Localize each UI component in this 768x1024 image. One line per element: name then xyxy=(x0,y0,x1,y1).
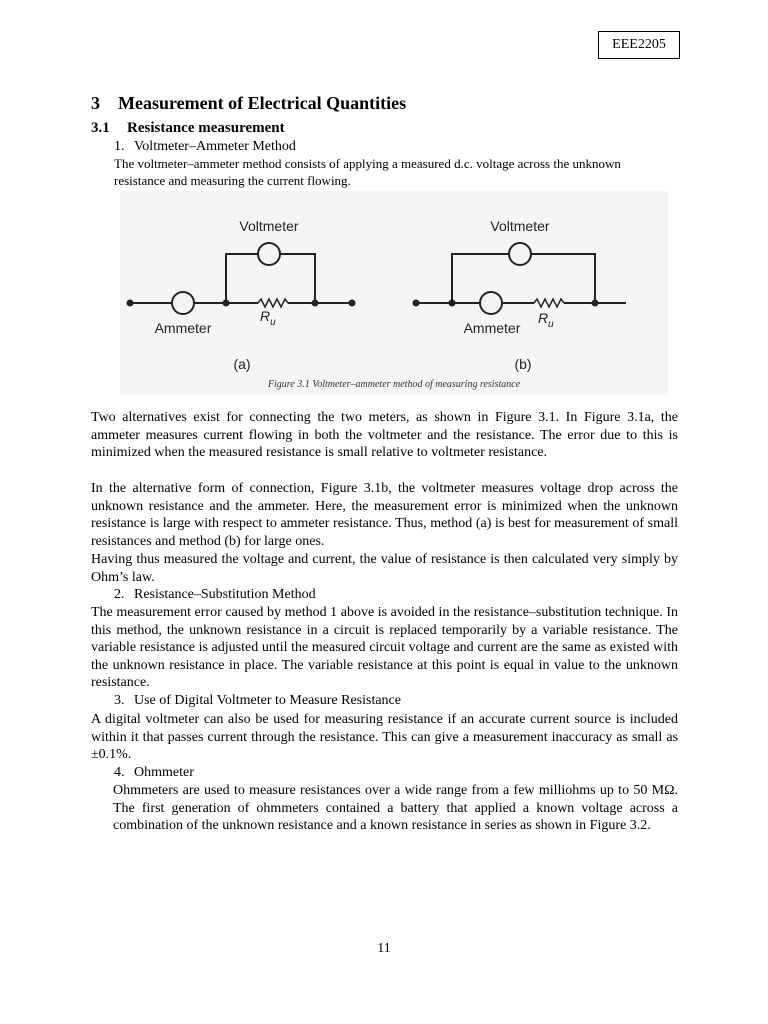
circuit-a-node-right xyxy=(313,301,318,306)
circuit-a-resistor-label xyxy=(260,308,276,328)
circuit-b-voltmeter-symbol xyxy=(509,243,531,265)
circuit-a-voltmeter-label: Voltmeter xyxy=(239,218,299,234)
page-number: 11 xyxy=(377,941,391,956)
circuit-b-resistor-symbol: R xyxy=(538,310,549,326)
chapter-number: 3 xyxy=(91,93,100,113)
section-number: 3.1 xyxy=(91,120,110,136)
paragraph-alternative-connection: In the alternative form of connection, Figure 3.1b, the voltmeter measures voltage drop across the unknown resistance and the ammeter. Here, the measurement error is minimized when the unknown resistance is large with respect to ammeter resistance. Thus, method (a) is best for measurement of small resistances and method (b) for large ones. xyxy=(91,481,678,549)
circuit-b-terminal-left xyxy=(414,301,419,306)
circuit-b-resistor-label xyxy=(538,310,554,330)
method-3-number: 3. xyxy=(114,693,125,708)
method-4-title: Ohmmeter xyxy=(134,765,194,780)
paragraph-digital-voltmeter: A digital voltmeter can also be used for measuring resistance if an accurate current source is included within it that passes current through the resistance. This can give a measurement inaccuracy as small as ±0.1%. xyxy=(91,712,678,763)
circuit-a-resistor xyxy=(258,299,288,307)
chapter-heading xyxy=(91,93,406,114)
method-4-heading xyxy=(114,765,194,781)
method-2-title: Resistance–Substitution Method xyxy=(134,587,316,602)
circuit-b-voltmeter-label: Voltmeter xyxy=(490,218,550,234)
paragraph-two-alternatives: Two alternatives exist for connecting the two meters, as shown in Figure 3.1. In Figure 3.1a, the ammeter measures current flowing in both the voltmeter and the resistance. The error due to this is minimized when the measured resistance is small relative to voltmeter resistance. xyxy=(91,410,678,461)
circuit-b-resistor-subscript: u xyxy=(548,319,554,330)
method-2-heading xyxy=(114,587,316,603)
figure-voltmeter-ammeter xyxy=(120,191,668,395)
intro-paragraph: The voltmeter–ammeter method consists of applying a measured d.c. voltage across the unknown resistance and measuring the current flowing. xyxy=(114,156,621,188)
section-title: Resistance measurement xyxy=(127,120,285,136)
circuit-b-resistor xyxy=(534,299,564,307)
circuit-a-node-left xyxy=(224,301,229,306)
chapter-title: Measurement of Electrical Quantities xyxy=(118,93,407,113)
circuit-a-terminal-left xyxy=(128,301,133,306)
circuit-a-ammeter-symbol xyxy=(172,292,194,314)
circuit-b-ammeter-symbol xyxy=(480,292,502,314)
method-3-title: Use of Digital Voltmeter to Measure Resistance xyxy=(134,693,401,708)
circuit-a-resistor-subscript: u xyxy=(270,317,276,328)
section-heading xyxy=(91,120,285,137)
method-3-heading xyxy=(114,693,401,709)
circuit-b-node-left xyxy=(450,301,455,306)
circuit-diagram xyxy=(120,191,668,395)
circuit-a-voltmeter-lead-right xyxy=(280,254,315,303)
paragraph-ohms-law: Having thus measured the voltage and current, the value of resistance is then calculated very simply by Ohm’s law. xyxy=(91,552,678,585)
circuit-a-terminal-right xyxy=(350,301,355,306)
circuit-a-resistor-symbol: R xyxy=(260,308,271,324)
circuit-b-node-right xyxy=(593,301,598,306)
paragraph-ohmmeter: Ohmmeters are used to measure resistances over a wide range from a few milliohms up to 50 MΩ. The first generation of ohmmeters contained a battery that applied a known voltage across a combination of the unknown resistance and a known resistance in series as shown in Figure 3.2. xyxy=(113,783,678,834)
circuit-b-voltmeter-lead-right xyxy=(531,254,595,303)
circuit-a-voltmeter-lead-left xyxy=(226,254,258,303)
circuit-a-voltmeter-symbol xyxy=(258,243,280,265)
paragraph-substitution: The measurement error caused by method 1 above is avoided in the resistance–substitution technique. In this method, the unknown resistance in a circuit is replaced temporarily by a variable resistance. The variable resistance is adjusted until the measured circuit voltage and current are the same as existed with the unknown resistance in place. The variable resistance at this point is equal in value to the unknown resistance. xyxy=(91,605,678,691)
course-code-box: EEE2205 xyxy=(598,31,680,59)
circuit-a-ammeter-label: Ammeter xyxy=(154,320,212,336)
method-1-heading xyxy=(114,139,296,155)
panel-a-label: (a) xyxy=(233,356,251,372)
method-1-title: Voltmeter–Ammeter Method xyxy=(134,139,296,154)
method-1-number: 1. xyxy=(114,139,125,154)
method-2-number: 2. xyxy=(114,587,125,602)
circuit-b-ammeter-label: Ammeter xyxy=(463,320,521,336)
method-4-number: 4. xyxy=(114,765,125,780)
figure-caption: Figure 3.1 Voltmeter–ammeter method of measuring resistance xyxy=(267,379,521,390)
panel-b-label: (b) xyxy=(514,356,532,372)
